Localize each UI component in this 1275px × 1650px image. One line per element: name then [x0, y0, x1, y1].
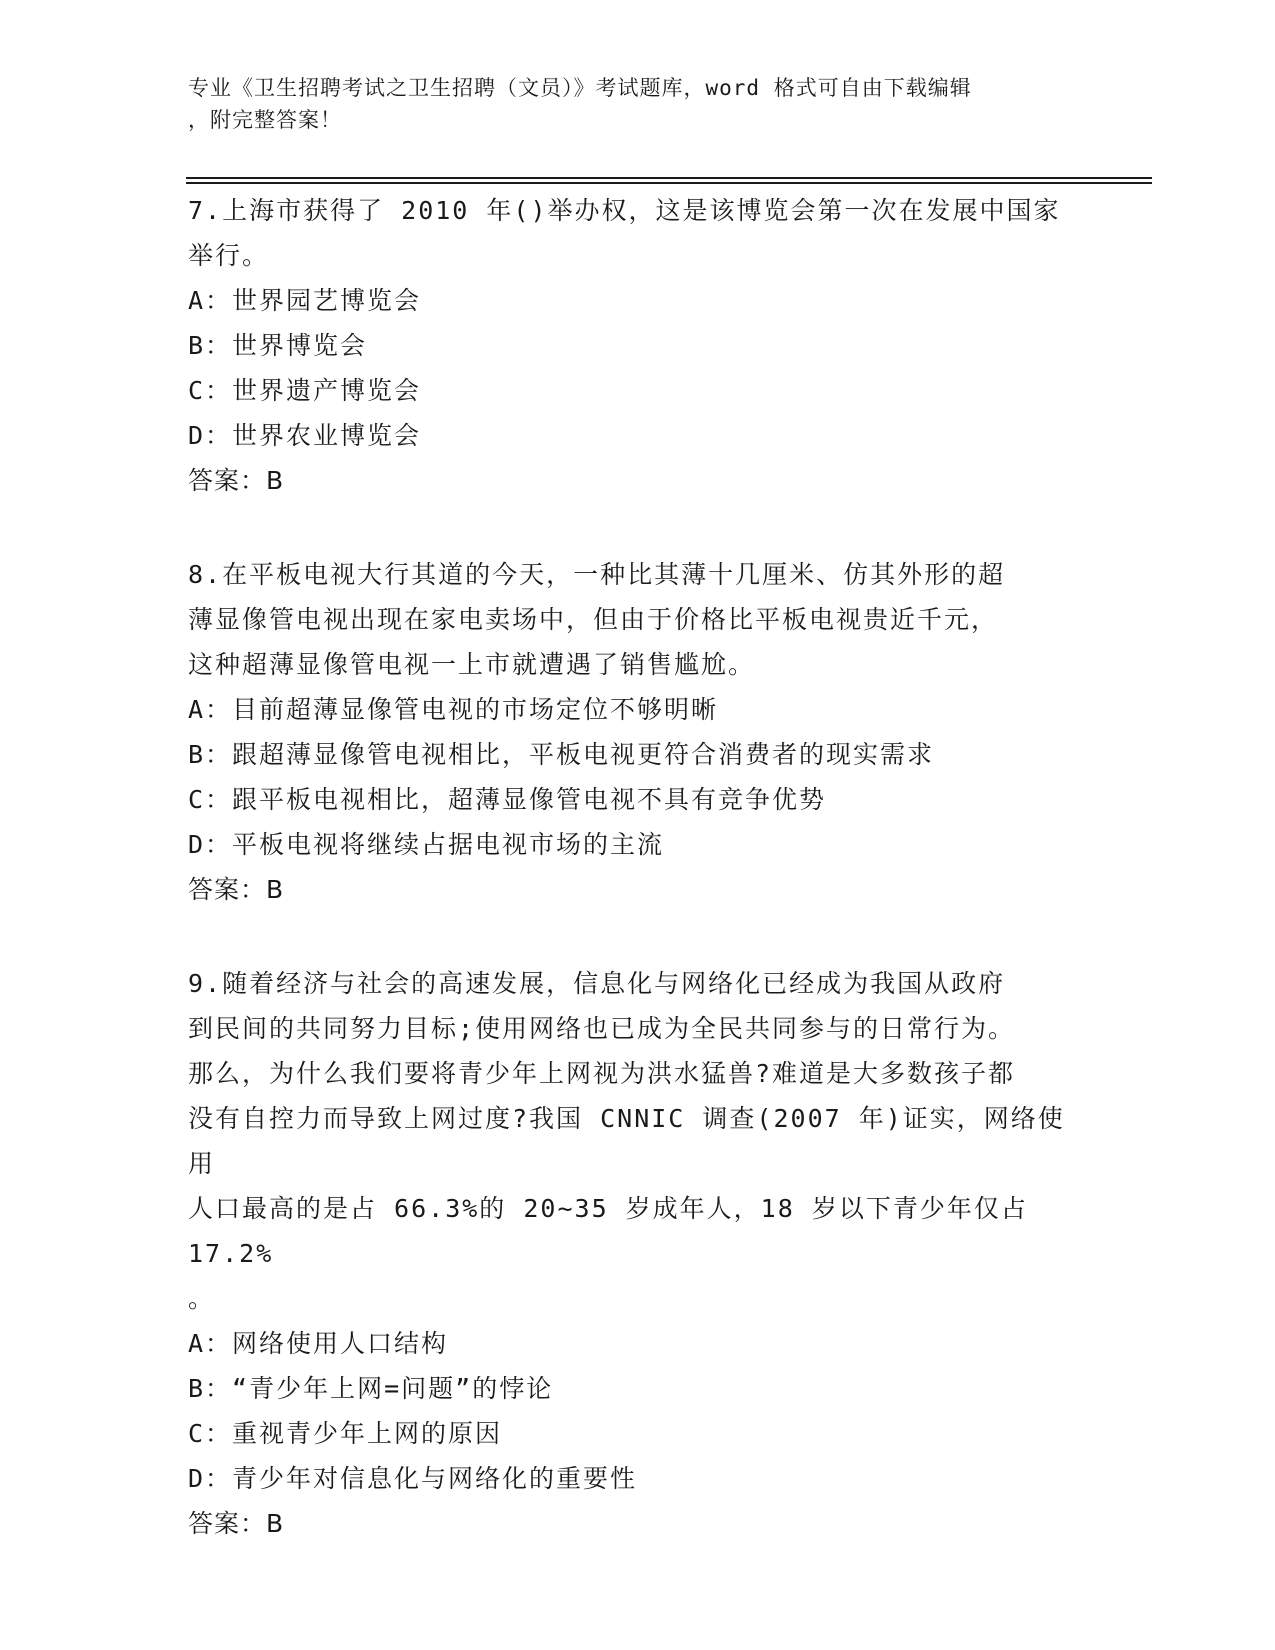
option-c: C：跟平板电视相比，超薄显像管电视不具有竞争优势 — [188, 785, 827, 814]
header-line-1: 专业《卫生招聘考试之卫生招聘（文员）》考试题库，word 格式可自由下载编辑 — [188, 76, 972, 100]
question-stem-line: 没有自控力而导致上网过度?我国 CNNIC 调查(2007 年)证实，网络使用 — [188, 1104, 1065, 1178]
option-b: B：“青少年上网=问题”的悖论 — [188, 1374, 554, 1403]
answer-label: 答案：B — [188, 466, 285, 495]
question-8 — [188, 552, 1088, 912]
option-c: C：重视青少年上网的原因 — [188, 1419, 503, 1448]
option-d: D：平板电视将继续占据电视市场的主流 — [188, 830, 665, 859]
option-a: A：世界园艺博览会 — [188, 286, 422, 315]
question-stem-line: 7.上海市获得了 2010 年()举办权，这是该博览会第一次在发展中国家 — [188, 196, 1061, 225]
option-d: D：世界农业博览会 — [188, 421, 422, 450]
question-stem-line: 。 — [188, 1284, 216, 1313]
question-7 — [188, 188, 1088, 503]
option-c: C：世界遗产博览会 — [188, 376, 422, 405]
option-d: D：青少年对信息化与网络化的重要性 — [188, 1464, 638, 1493]
option-b: B：世界博览会 — [188, 331, 368, 360]
answer-label: 答案：B — [188, 875, 285, 904]
question-stem-line: 这种超薄显像管电视一上市就遭遇了销售尴尬。 — [188, 650, 756, 679]
question-stem-line: 到民间的共同努力目标;使用网络也已成为全民共同参与的日常行为。 — [188, 1014, 1016, 1043]
question-stem-line: 那么，为什么我们要将青少年上网视为洪水猛兽?难道是大多数孩子都 — [188, 1059, 1016, 1088]
option-b: B：跟超薄显像管电视相比，平板电视更符合消费者的现实需求 — [188, 740, 935, 769]
question-stem-line: 举行。 — [188, 241, 270, 270]
question-stem-line: 人口最高的是占 66.3%的 20~35 岁成年人，18 岁以下青少年仅占 17.2% — [188, 1194, 1028, 1268]
header-divider-bottom — [186, 182, 1152, 184]
header-line-2: ，附完整答案！ — [188, 108, 342, 132]
question-9 — [188, 961, 1088, 1546]
option-a: A：网络使用人口结构 — [188, 1329, 449, 1358]
question-stem-line: 8.在平板电视大行其道的今天，一种比其薄十几厘米、仿其外形的超 — [188, 560, 1006, 589]
option-a: A：目前超薄显像管电视的市场定位不够明晰 — [188, 695, 719, 724]
header-divider-top — [186, 177, 1152, 179]
answer-label: 答案：B — [188, 1509, 285, 1538]
document-header — [188, 72, 1088, 136]
question-stem-line: 薄显像管电视出现在家电卖场中，但由于价格比平板电视贵近千元， — [188, 605, 999, 634]
question-stem-line: 9.随着经济与社会的高速发展，信息化与网络化已经成为我国从政府 — [188, 969, 1006, 998]
